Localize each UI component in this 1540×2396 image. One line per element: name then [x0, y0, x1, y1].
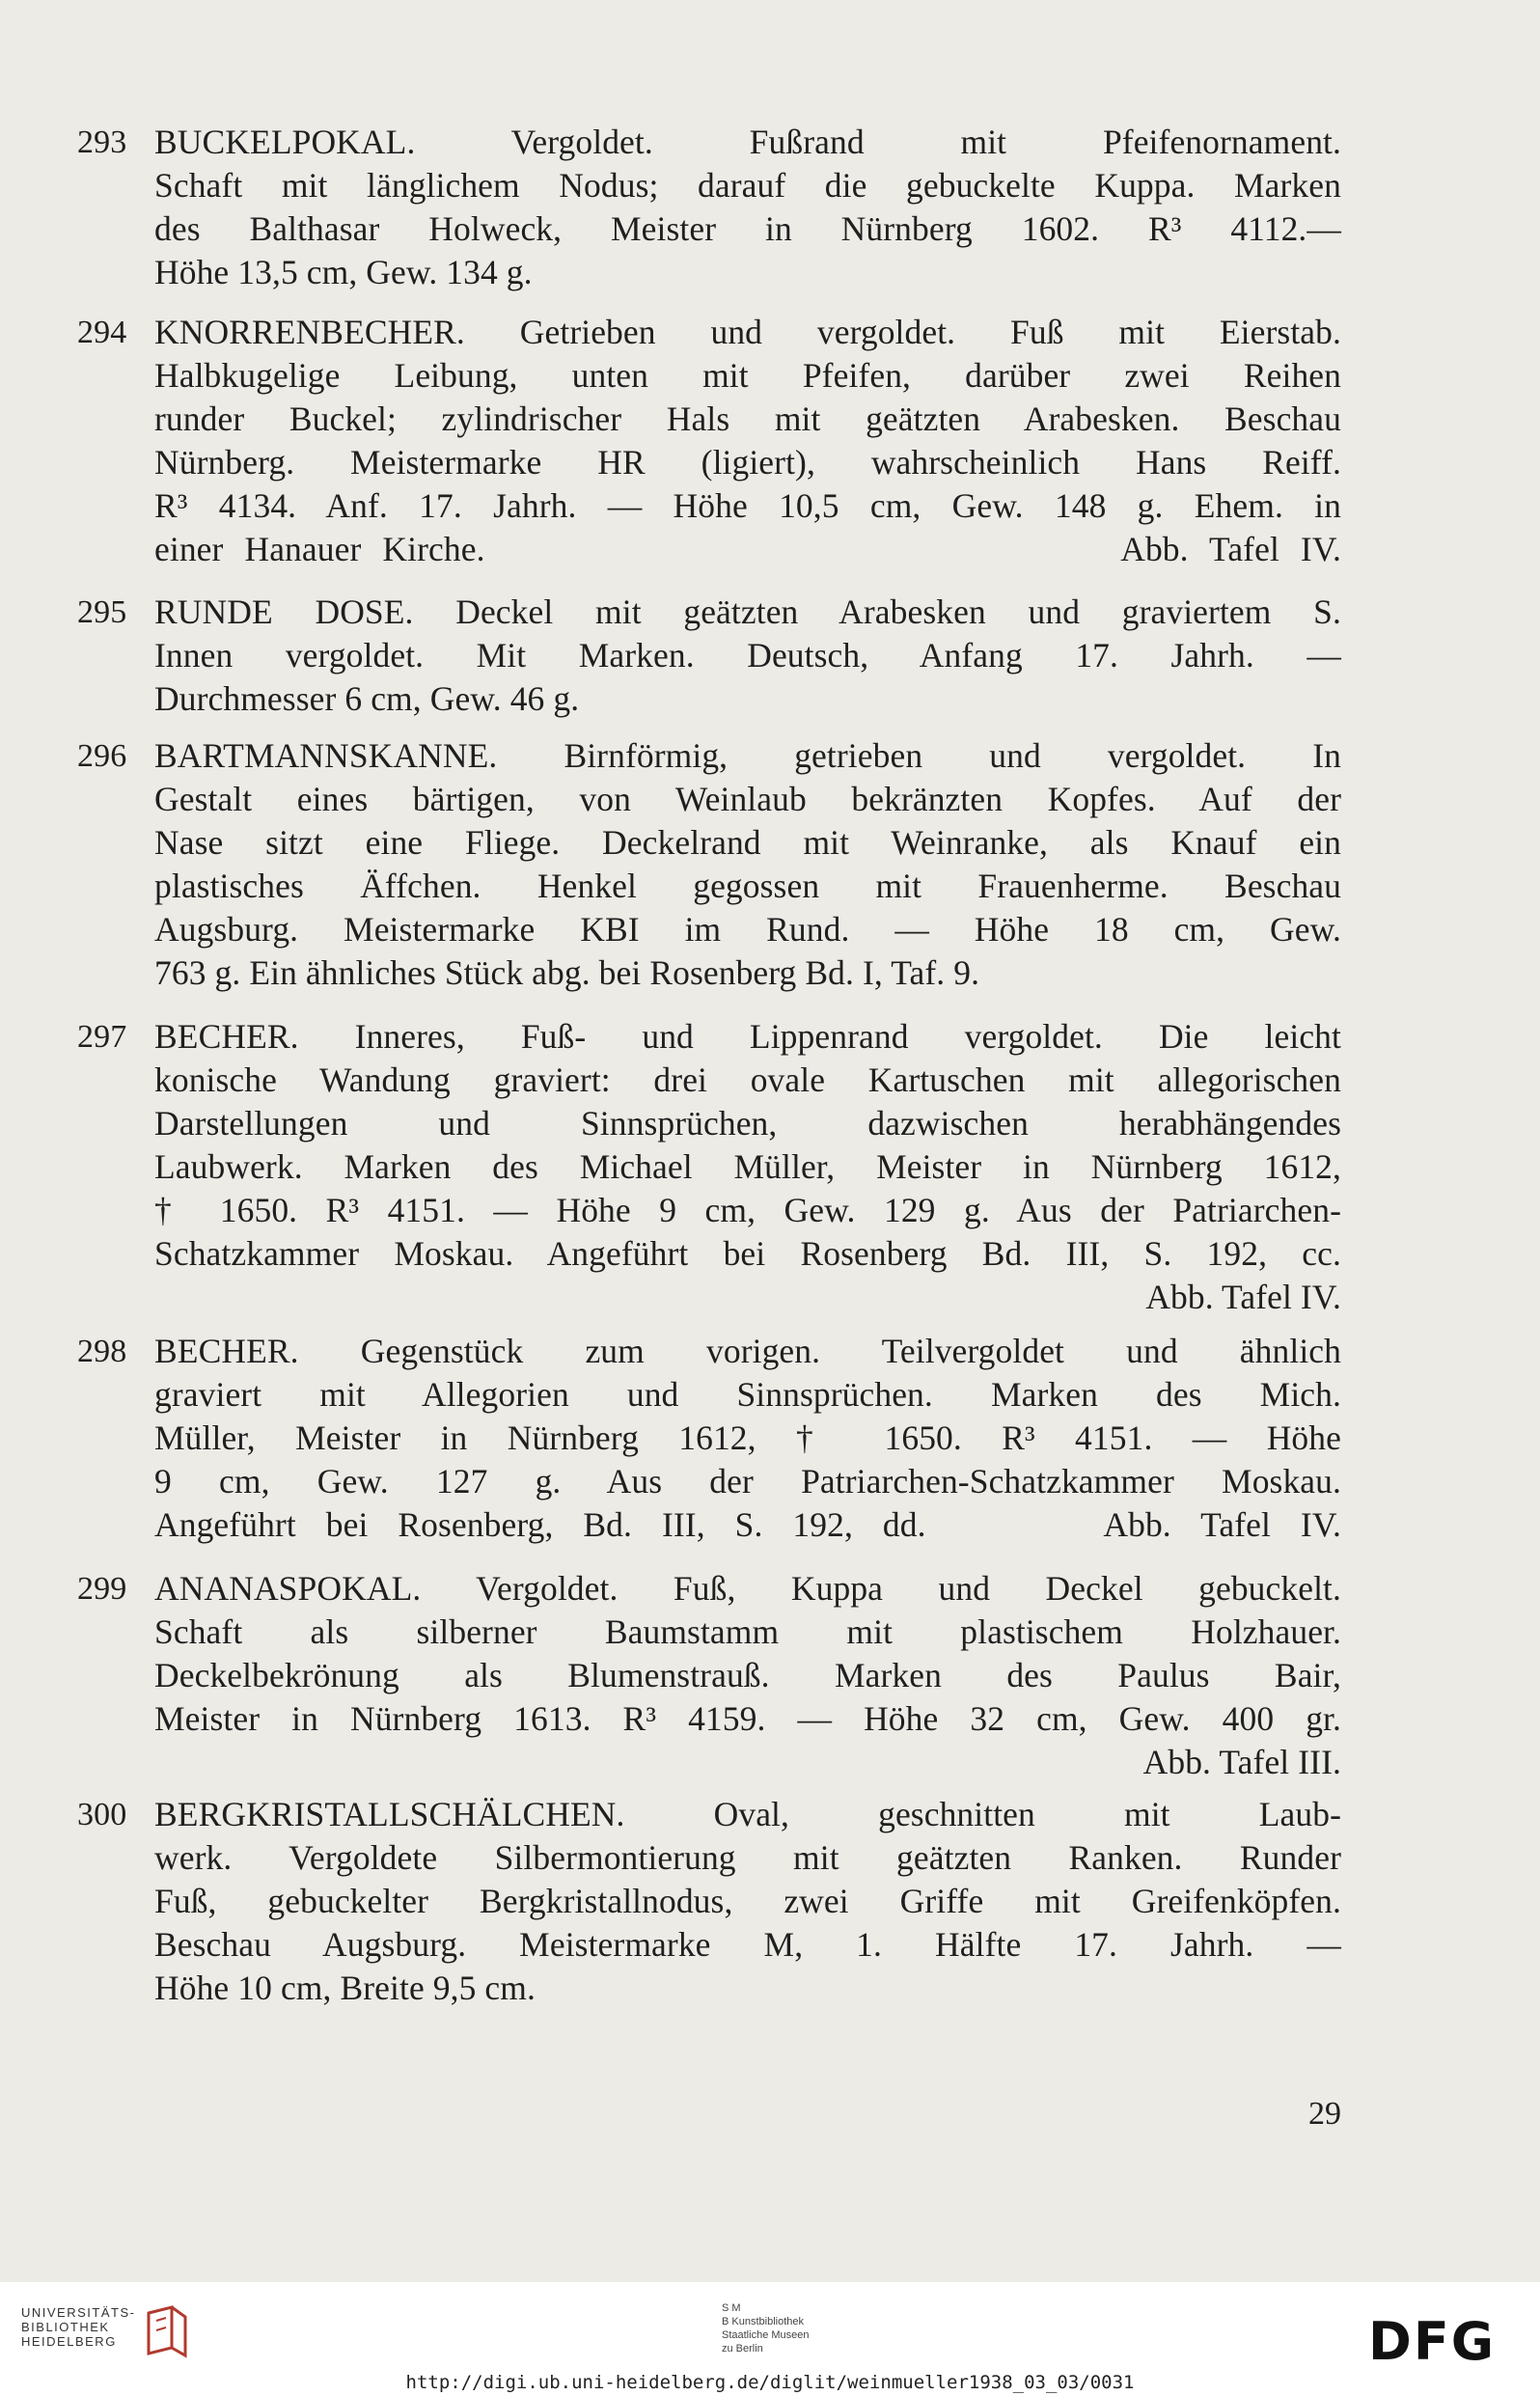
- entry-line: Laubwerk. Marken des Michael Müller, Meister in Nürnberg 1612,: [154, 1147, 1341, 1186]
- entry-line: Höhe 13,5 cm, Gew. 134 g.: [154, 253, 533, 291]
- library-line: B Kunstbibliothek: [722, 2316, 804, 2327]
- entry-number: 300: [77, 1797, 127, 1832]
- entry-number: 297: [77, 1019, 127, 1055]
- entry-line: BUCKELPOKAL. Vergoldet. Fußrand mit Pfeifenornament.: [154, 123, 1341, 161]
- entry-plate-reference: Abb. Tafel III.: [1142, 1743, 1341, 1781]
- catalog-entry-295: [77, 591, 1341, 721]
- entry-number: 296: [77, 738, 127, 774]
- catalog-entry-297: [77, 1015, 1341, 1319]
- entry-plate-reference: Abb. Tafel IV.: [1145, 1278, 1341, 1316]
- entry-line: Gestalt eines bärtigen, von Weinlaub bekränzten Kopfes. Auf der: [154, 780, 1341, 818]
- entry-line: ANANASPOKAL. Vergoldet. Fuß, Kuppa und Deckel gebuckelt.: [154, 1569, 1341, 1608]
- entry-line: Fuß, gebuckelter Bergkristallnodus, zwei Griffe mit Greifenköpfen.: [154, 1882, 1341, 1920]
- entry-line: Angeführt bei Rosenberg, Bd. III, S. 192, dd. Abb. Tafel IV.: [154, 1505, 1341, 1544]
- entry-number: 295: [77, 594, 127, 630]
- entry-line: Beschau Augsburg. Meistermarke M, 1. Hälfte 17. Jahrh. —: [154, 1925, 1341, 1964]
- entry-line: Augsburg. Meistermarke KBI im Rund. — Höhe 18 cm, Gew.: [154, 910, 1341, 949]
- entry-line: 9 cm, Gew. 127 g. Aus der Patriarchen-Schatzkammer Moskau.: [154, 1462, 1341, 1501]
- catalog-entry-300: [77, 1793, 1341, 2010]
- catalog-entry-299: [77, 1567, 1341, 1784]
- entry-line: Höhe 10 cm, Breite 9,5 cm.: [154, 1969, 536, 2007]
- kunstbibliothek-logo-text: [722, 2301, 810, 2355]
- entry-line: BARTMANNSKANNE. Birnförmig, getrieben und vergoldet. In: [154, 736, 1341, 775]
- university-line: BIBLIOTHEK: [21, 2320, 110, 2334]
- university-line: UNIVERSITÄTS-: [21, 2305, 136, 2320]
- entry-line: R³ 4134. Anf. 17. Jahrh. — Höhe 10,5 cm, Gew. 148 g. Ehem. in: [154, 486, 1341, 525]
- entry-number: 298: [77, 1334, 127, 1369]
- entry-line: graviert mit Allegorien und Sinnsprüchen. Marken des Mich.: [154, 1375, 1341, 1414]
- entry-line: Nürnberg. Meistermarke HR (ligiert), wahrscheinlich Hans Reiff.: [154, 443, 1341, 482]
- entry-line: KNORRENBECHER. Getrieben und vergoldet. Fuß mit Eierstab.: [154, 313, 1341, 351]
- entry-line: Darstellungen und Sinnsprüchen, dazwischen herabhängendes: [154, 1104, 1341, 1143]
- permalink-url[interactable]: http://digi.ub.uni-heidelberg.de/diglit/weinmueller1938_03_03/0031: [405, 2372, 1135, 2393]
- entry-line: plastisches Äffchen. Henkel gegossen mit Frauenherme. Beschau: [154, 867, 1341, 905]
- entry-line: Innen vergoldet. Mit Marken. Deutsch, Anfang 17. Jahrh. —: [154, 636, 1341, 675]
- entry-line: Halbkugelige Leibung, unten mit Pfeifen, darüber zwei Reihen: [154, 356, 1341, 395]
- library-line: S M: [722, 2302, 741, 2314]
- university-library-logo-text[interactable]: [21, 2305, 135, 2349]
- entry-line: † 1650. R³ 4151. — Höhe 9 cm, Gew. 129 g. Aus der Patriarchen-: [154, 1191, 1341, 1229]
- entry-number: 294: [77, 315, 127, 350]
- entry-line: werk. Vergoldete Silbermontierung mit geätzten Ranken. Runder: [154, 1838, 1341, 1877]
- entry-line: Schatzkammer Moskau. Angeführt bei Rosenberg Bd. III, S. 192, cc.: [154, 1234, 1341, 1273]
- catalog-entry-298: [77, 1330, 1341, 1547]
- university-line: HEIDELBERG: [21, 2334, 117, 2349]
- entry-number: 299: [77, 1571, 127, 1607]
- catalog-entry-296: [77, 734, 1341, 995]
- entry-line: runder Buckel; zylindrischer Hals mit geätzten Arabesken. Beschau: [154, 399, 1341, 438]
- university-logo-icon[interactable]: [143, 2303, 193, 2359]
- entry-line: konische Wandung graviert: drei ovale Kartuschen mit allegorischen: [154, 1060, 1341, 1099]
- entry-line: Schaft als silberner Baumstamm mit plastischem Holzhauer.: [154, 1612, 1341, 1651]
- entry-number: 293: [77, 124, 127, 160]
- catalog-entry-294: [77, 311, 1341, 571]
- library-line: Staatliche Museen: [722, 2329, 810, 2341]
- entry-line: BECHER. Gegenstück zum vorigen. Teilvergoldet und ähnlich: [154, 1332, 1341, 1370]
- entry-line: des Balthasar Holweck, Meister in Nürnberg 1602. R³ 4112.—: [154, 209, 1341, 248]
- entry-line: Nase sitzt eine Fliege. Deckelrand mit Weinranke, als Knauf ein: [154, 823, 1341, 862]
- entry-line: Müller, Meister in Nürnberg 1612, † 1650. R³ 4151. — Höhe: [154, 1418, 1341, 1457]
- entry-line: RUNDE DOSE. Deckel mit geätzten Arabesken und graviertem S.: [154, 592, 1341, 631]
- entry-line: einer Hanauer Kirche. Abb. Tafel IV.: [154, 530, 1341, 568]
- entry-line: BECHER. Inneres, Fuß- und Lippenrand vergoldet. Die leicht: [154, 1017, 1341, 1056]
- footer-bar: [0, 2282, 1540, 2396]
- entry-line: Meister in Nürnberg 1613. R³ 4159. — Höhe 32 cm, Gew. 400 gr.: [154, 1699, 1341, 1738]
- entry-line: Durchmesser 6 cm, Gew. 46 g.: [154, 679, 580, 718]
- entry-line: BERGKRISTALLSCHÄLCHEN. Oval, geschnitten mit Laub-: [154, 1795, 1341, 1833]
- catalog-entry-293: [77, 121, 1341, 294]
- entry-line: Deckelbekrönung als Blumenstrauß. Marken des Paulus Bair,: [154, 1656, 1341, 1694]
- dfg-logo[interactable]: DFG: [1368, 2311, 1497, 2372]
- entry-line: 763 g. Ein ähnliches Stück abg. bei Rosenberg Bd. I, Taf. 9.: [154, 953, 980, 992]
- entry-line: Schaft mit länglichem Nodus; darauf die gebuckelte Kuppa. Marken: [154, 166, 1341, 205]
- page-number: 29: [1308, 2096, 1341, 2132]
- library-line: zu Berlin: [722, 2343, 763, 2355]
